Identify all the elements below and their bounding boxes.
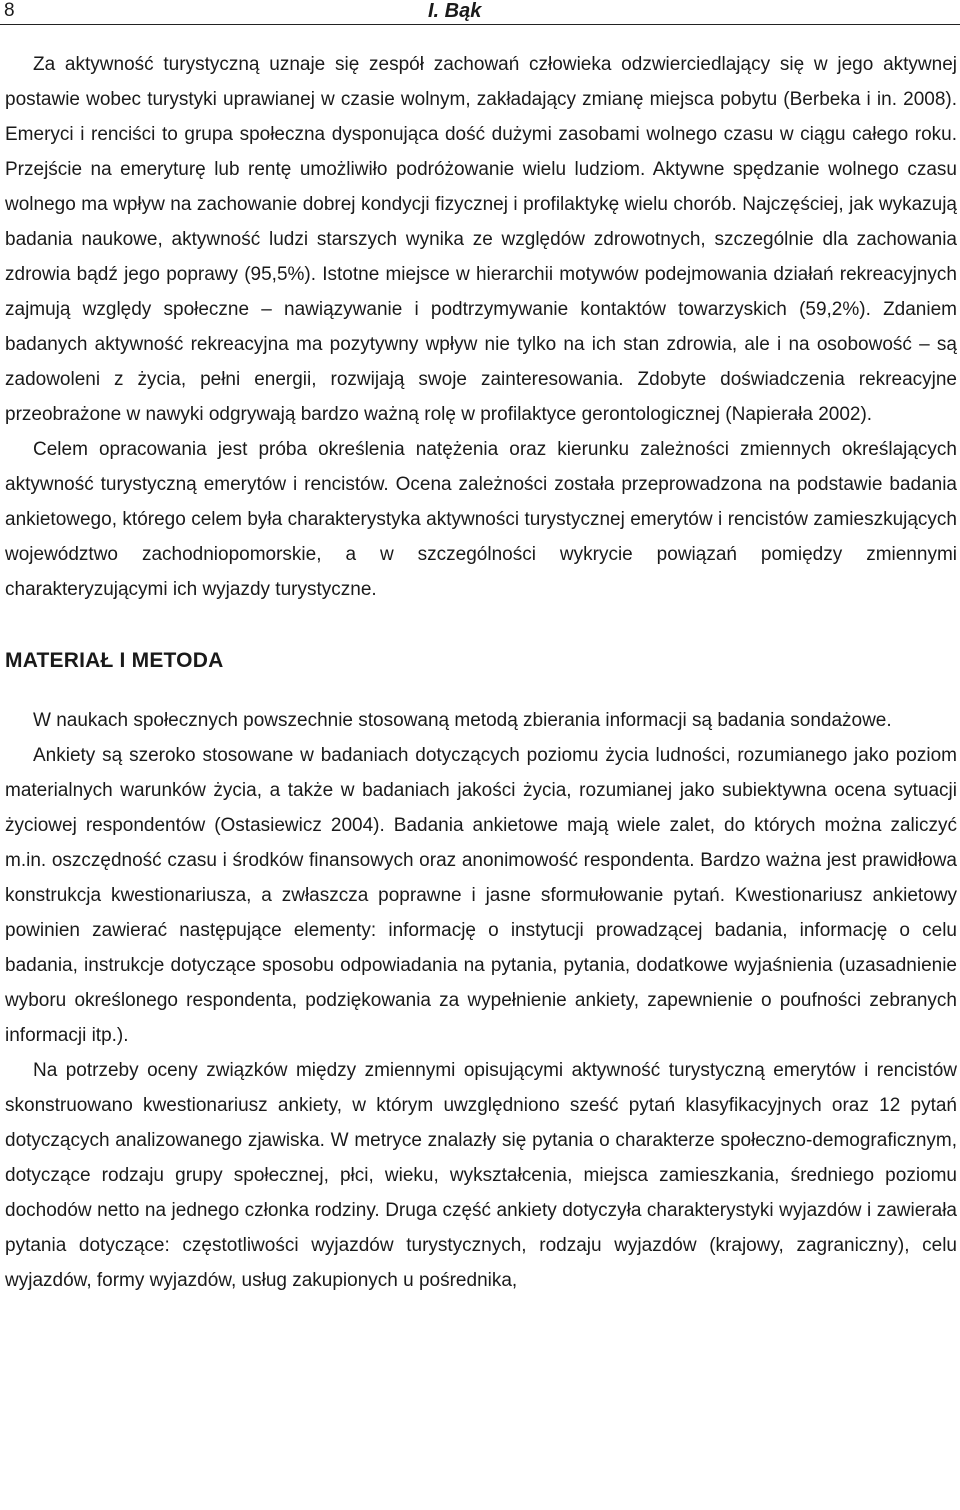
paragraph-aim: Celem opracowania jest próba określenia natężenia oraz kierunku zależności zmiennych określających aktywność turystyczną emerytów i rencistów. Ocena zależności została przeprowadzona na podstawie badania ankietowego, którego celem była charakterystyka aktywności turystycznej emerytów i rencistów zamieszkujących województwo zachodniopomorskie, a w szczególności wykrycie powiązań pomiędzy zmiennymi charakteryzującymi ich wyjazdy turystyczne. [5,439,957,600]
paragraph-survey-methods: W naukach społecznych powszechnie stosowaną metodą zbierania informacji są badania sondażowe. [33,710,892,731]
paragraph-questionnaire-design: Na potrzeby oceny związków między zmiennymi opisującymi aktywność turystyczną emerytów i rencistów skonstruowano kwestionariusz ankiety, w którym uwzględniono sześć pytań klasyfikacyjnych oraz 12 pytań dotyczących analizowanego zjawiska. W metryce znalazły się pytania o charakterze społeczno-demograficznym, dotyczące rodzaju grupy społecznej, płci, wieku, wykształcenia, miejsca zamieszkania, średniego poziomu dochodów netto na jednego członka rodziny. Druga część ankiety dotyczyła charakterystyki wyjazdów i zawierała pytania dotyczące: częstotliwości wyjazdów turystycznych, rodzaju wyjazdów (krajowy, zagraniczny), celu wyjazdów, formy wyjazdów, usług zakupionych u pośrednika, [5,1060,957,1291]
page-header [0,0,960,25]
paragraph-questionnaires: Ankiety są szeroko stosowane w badaniach dotyczących poziomu życia ludności, rozumianego jako poziom materialnych warunków życia, a także w badaniach jakości życia, rozumianej jako subiektywna ocena sytuacji życiowej respondentów (Ostasiewicz 2004). Badania ankietowe mają wiele zalet, do których można zaliczyć m.in. oszczędność czasu i środków finansowych oraz anonimowość respondenta. Bardzo ważna jest prawidłowa konstrukcja kwestionariusza, a zwłaszcza poprawne i jasne sformułowanie pytań. Kwestionariusz ankietowy powinien zawierać następujące elementy: informację o instytucji prowadzącej badania, informację o celu badania, instrukcje dotyczące sposobu odpowiadania na pytania, pytania, dodatkowe wyjaśnienia (uzasadnienie wyboru określonego respondenta, podziękowania za wypełnienie ankiety, zapewnienie o poufności zebranych informacji itp.). [5,745,957,1046]
section-heading-material-method: MATERIAŁ I METODA [5,649,224,672]
paragraph-intro: Za aktywność turystyczną uznaje się zespół zachowań człowieka odzwierciedlający się w jego aktywnej postawie wobec turystyki uprawianej w czasie wolnym, zakładający zmianę miejsca pobytu (Berbeka i in. 2008). Emeryci i renciści to grupa społeczna dysponująca dość dużymi zasobami wolnego czasu w ciągu całego roku. Przejście na emeryturę lub rentę umożliwiło podróżowanie wielu ludziom. Aktywne spędzanie wolnego czasu wolnego ma wpływ na zachowanie dobrej kondycji fizycznej i profilaktykę wielu chorób. Najczęściej, jak wykazują badania naukowe, aktywność ludzi starszych wynika ze względów zdrowotnych, szczególnie dla zachowania zdrowia bądź jego poprawy (95,5%). Istotne miejsce w hierarchii motywów podejmowania działań rekreacyjnych zajmują względy społeczne – nawiązywanie i podtrzymywanie kontaktów towarzyskich (59,2%). Zdaniem badanych aktywność rekreacyjna ma pozytywny wpływ nie tylko na ich stan zdrowia, ale i na osobowość – są zadowoleni z życia, pełni energii, rozwijają swoje zainteresowania. Zdobyte doświadczenia rekreacyjne przeobrażone w nawyki odgrywają bardzo ważną rolę w profilaktyce gerontologicznej (Napierała 2002). [5,54,957,425]
page-number: 8 [4,0,15,21]
article-body [5,47,957,1298]
running-head-author: I. Bąk [428,0,489,23]
